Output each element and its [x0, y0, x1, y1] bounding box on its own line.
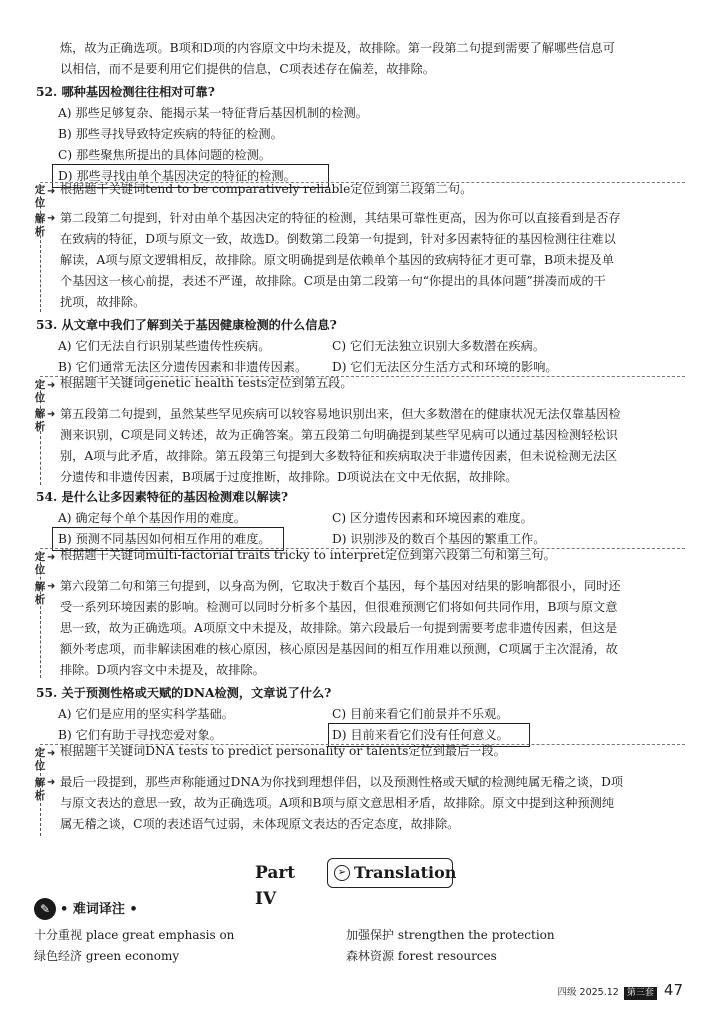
footer-level: 四级: [557, 987, 577, 998]
q55-option-b: B) 它们有助于寻找恋爱对象。: [58, 728, 222, 742]
part-title-box: [327, 858, 457, 888]
page-footer: [557, 980, 683, 1003]
q52-option-c: C) 那些聚焦所提出的具体问题的检测。: [58, 148, 271, 162]
intro-line-2: 以相信，而不是要利用它们提供的信息，C项表述存在偏差，故排除。: [60, 62, 435, 76]
arrow-icon: ➜: [47, 213, 56, 224]
q53-option-b: B) 它们通常无法区分遗传因素和非遗传因素。: [58, 360, 308, 374]
question-55-stem: 55. 关于预测性格或天赋的DNA检测，文章说了什么?: [36, 686, 332, 700]
arrow-right-icon: ➢: [334, 865, 350, 881]
q55-analysis-line-1: 最后一段提到，那些声称能通过DNA为你找到理想伴侣，以及预测性格或天赋的检测纯属无稽之谈，D项: [60, 775, 624, 789]
q54-analysis-line-3: 思一致，故为正确选项。A项原文中未提及，故排除。第六段最后一句提到需要考虑非遗传因素，但这是: [60, 621, 618, 635]
locate-label: 定位: [34, 184, 46, 209]
pencil-icon: ✎: [34, 898, 56, 920]
q53-option-d: D) 它们无法区分生活方式和环境的影响。: [332, 360, 558, 374]
q52-analysis-line-5: 扰项，故排除。: [60, 295, 146, 309]
arrow-icon: ➜: [47, 777, 56, 788]
q55-option-c: C) 目前来看它们前景并不乐观。: [332, 707, 509, 721]
question-54-stem: 54. 是什么让多因素特征的基因检测难以解读?: [36, 490, 288, 504]
arrow-icon: ➜: [47, 409, 56, 420]
locate-label: 定位: [34, 747, 46, 772]
q54-analysis-line-5: 排除。D项内容文中未提及，故排除。: [60, 663, 265, 677]
question-53-stem: 53. 从文章中我们了解到关于基因健康检测的什么信息?: [36, 318, 337, 332]
q55-option-d: D) 目前来看它们没有任何意义。: [332, 728, 509, 742]
q55-analysis-line-2: 与原文表达的意思一致，故为正确选项。A项和B项与原文意思相矛盾，故排除。原文中提到这种预测纯: [60, 796, 615, 810]
vocab-item: 森林资源 forest resources: [346, 949, 497, 963]
q54-option-c: C) 区分遗传因素和环境因素的难度。: [332, 511, 533, 525]
locate-label: 定位: [34, 379, 46, 404]
arrow-icon: ➜: [47, 552, 56, 563]
q52-option-b: B) 那些寻找导致特定疾病的特征的检测。: [58, 127, 283, 141]
vocab-title: • 难词译注 •: [60, 902, 138, 917]
q54-analysis-line-2: 受一系列环境因素的影响。检测可以同时分析多个基因，但很难预测它们将如何共同作用，B项与原文意: [60, 600, 618, 614]
q55-analysis-line-3: 属无稽之谈，C项的表述语气过弱，未体现原文表达的否定态度，故排除。: [60, 817, 460, 831]
q54-option-a: A) 确定每个单个基因作用的难度。: [58, 511, 247, 525]
q52-locate-text: 根据题干关键词tend to be comparatively reliable定位到第二段第二句。: [60, 182, 473, 196]
footer-issue-badge: 第三套: [624, 987, 657, 1000]
q53-analysis-line-3: 别，A项与此矛盾，故排除。第五段第三句提到大多数特征和疾病取决于非遗传因素，但未说检测无法区: [60, 449, 618, 463]
vocab-item: 加强保护 strengthen the protection: [346, 928, 555, 942]
page-number: 47: [663, 981, 683, 999]
q53-analysis-line-2: 测来识别，C项是同义转述，故为正确答案。第五段第二句明确提到某些罕见病可以通过基因检测轻松识: [60, 428, 618, 442]
q52-option-d: D) 那些寻找由单个基因决定的特征的检测。: [58, 169, 296, 183]
q54-option-b: B) 预测不同基因如何相互作用的难度。: [58, 532, 271, 546]
q52-analysis-line-1: 第二段第二句提到，针对由单个基因决定的特征的检测，其结果可靠性更高，因为你可以直接看到是否存: [60, 211, 621, 225]
q52-analysis-line-2: 在致病的特征，D项与原文一致，故选D。倒数第二段第一句提到，针对多因素特征的基因检测往往难以: [60, 232, 616, 246]
arrow-icon: ➜: [47, 186, 56, 197]
q53-option-a: A) 它们无法自行识别某些遗传性疾病。: [58, 339, 271, 353]
part-label: Part IV: [255, 863, 296, 909]
analysis-label: 解析: [34, 777, 46, 802]
q52-analysis-line-4: 个基因这一核心前提，表述不严谨，故排除。C项是由第二段第一句“你提出的具体问题”拼凑而成的干: [60, 274, 606, 288]
q53-analysis-line-1: 第五段第二句提到，虽然某些罕见疾病可以较容易地识别出来，但大多数潜在的健康状况无法仅靠基因检: [60, 407, 621, 421]
arrow-icon: ➜: [47, 380, 56, 391]
q53-option-c: C) 它们无法独立识别大多数潜在疾病。: [332, 339, 545, 353]
arrow-icon: ➜: [47, 748, 56, 759]
analysis-label: 解析: [34, 213, 46, 238]
q54-analysis-line-1: 第六段第二句和第三句提到，以身高为例，它取决于数百个基因，每个基因对结果的影响都很小，同时还: [60, 579, 621, 593]
vocab-item: 绿色经济 green economy: [34, 949, 180, 963]
footer-date: 2025.12: [579, 987, 619, 998]
analysis-label: 解析: [34, 581, 46, 606]
intro-line-1: 炼，故为正确选项。B项和D项的内容原文中均未提及，故排除。第一段第二句提到需要了解哪些信息可: [60, 41, 615, 55]
locate-label: 定位: [34, 551, 46, 576]
arrow-icon: ➜: [47, 581, 56, 592]
q53-analysis-line-4: 分遗传和非遗传因素，B项属于过度推断，故排除。D项说法在文中无依据，故排除。: [60, 470, 518, 484]
q52-option-a: A) 那些足够复杂、能揭示某一特征背后基因机制的检测。: [58, 106, 368, 120]
q54-locate-text: 根据题干关键词multi-factorial traits tricky to interpret定位到第六段第二句和第三句。: [60, 548, 556, 562]
vocab-item: 十分重视 place great emphasis on: [34, 928, 235, 942]
question-52-stem: 52. 哪种基因检测往往相对可靠?: [36, 85, 215, 99]
q53-locate-text: 根据题干关键词genetic health tests定位到第五段。: [60, 376, 353, 390]
q55-option-a: A) 它们是应用的坚实科学基础。: [58, 707, 234, 721]
q54-analysis-line-4: 额外考虑项，而非解读困难的核心原因，核心原因是基因间的相互作用难以预测，C项属于主次混淆，故: [60, 642, 618, 656]
q52-analysis-line-3: 解读，A项与原文逻辑相反，故排除。原文明确提到是依赖单个基因的致病特征才更可靠，B项未提及单: [60, 253, 615, 267]
analysis-label: 解析: [34, 408, 46, 433]
part-title: Translation: [354, 863, 457, 882]
q54-option-d: D) 识别涉及的数百个基因的繁重工作。: [332, 532, 546, 546]
q55-locate-text: 根据题干关键词DNA tests to predict personality or talents定位到最后一段。: [60, 744, 506, 758]
